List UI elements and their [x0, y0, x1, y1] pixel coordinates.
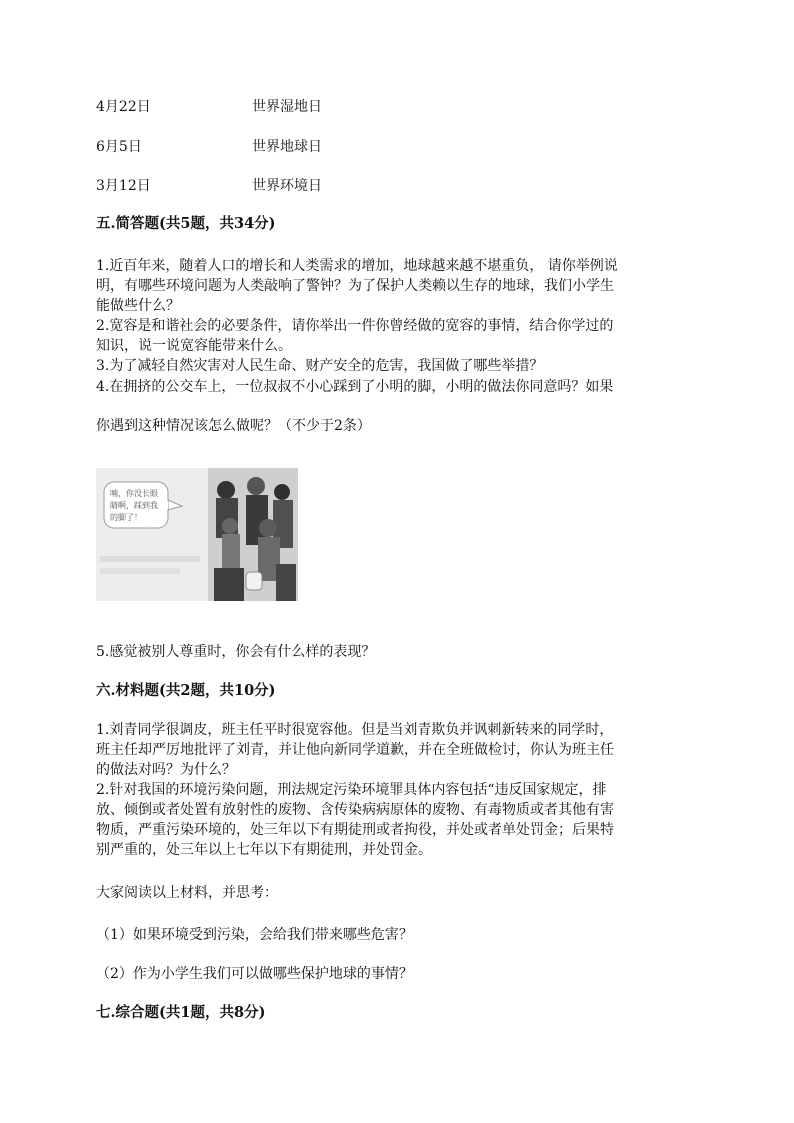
section7-heading: 七.综合题(共1题，共8分) — [96, 1004, 266, 1021]
match-event-3: 世界环境日 — [252, 178, 322, 194]
s6-prompt: 大家阅读以上材料，并思考： — [96, 885, 278, 901]
s6-q2-line1: 2.针对我国的环境污染问题，刑法规定污染环境罪具体内容包括“违反国家规定，排 — [96, 782, 607, 798]
s5-q5: 5.感觉被别人尊重时，你会有什么样的表现？ — [96, 644, 376, 660]
s6-sub2: （2）作为小学生我们可以做哪些保护地球的事情？ — [96, 966, 413, 982]
s5-q1-line3: 能做些什么？ — [96, 298, 180, 314]
s6-q2-line2: 放、倾倒或者处置有放射性的废物、含传染病病原体的废物、有毒物质或者其他有害 — [96, 802, 614, 818]
s6-q1-line1: 1.刘青同学很调皮，班主任平时很宽容他。但是当刘青欺负并讽刺新转来的同学时， — [96, 722, 614, 738]
s6-q1-line2: 班主任却严厉地批评了刘青，并让他向新同学道歉，并在全班做检讨，你认为班主任 — [96, 742, 614, 758]
s5-q4-line2: 你遇到这种情况该怎么做呢？（不少于2条） — [96, 418, 371, 434]
match-date-3: 3月12日 — [96, 178, 151, 194]
s6-q2-line4: 别严重的，处三年以上七年以下有期徒刑，并处罚金。 — [96, 842, 432, 858]
section5-heading: 五.简答题(共5题，共34分) — [96, 215, 276, 232]
s6-q2-line3: 物质，严重污染环境的，处三年以下有期徒刑或者拘役，并处或者单处罚金；后果特 — [96, 822, 614, 838]
bubble-line3: 的脚了！ — [110, 513, 142, 522]
s5-q1-line1: 1.近百年来，随着人口的增长和人类需求的增加，地球越来越不堪重负， 请你举例说 — [96, 258, 618, 274]
s5-q3: 3.为了减轻自然灾害对人民生命、财产安全的危害，我国做了哪些举措？ — [96, 358, 544, 374]
section6-heading: 六.材料题(共2题，共10分) — [96, 682, 276, 699]
s6-q1-line3: 的做法对吗？为什么？ — [96, 762, 236, 778]
s5-q4-line1: 4.在拥挤的公交车上，一位叔叔不小心踩到了小明的脚，小明的做法你同意吗？如果 — [96, 379, 614, 395]
s5-q2-line2: 知识，说一说宽容能带来什么。 — [96, 338, 292, 354]
s5-q1-line2: 明，有哪些环境问题为人类敲响了警钟？为了保护人类赖以生存的地球，我们小学生 — [96, 278, 614, 294]
match-event-2: 世界地球日 — [252, 139, 322, 155]
s5-q2-line1: 2.宽容是和谐社会的必要条件，请你举出一件你曾经做的宽容的事情，结合你学过的 — [96, 318, 614, 334]
match-date-1: 4月22日 — [96, 99, 151, 115]
bubble-line1: 喃，你没长眼 — [110, 489, 158, 498]
match-date-2: 6月5日 — [96, 139, 142, 155]
s6-sub1: （1）如果环境受到污染，会给我们带来哪些危害？ — [96, 927, 413, 943]
bubble-line2: 睛啊，踩到我 — [110, 501, 158, 510]
bus-scene-illustration — [96, 468, 298, 601]
bus-scene-photo — [96, 468, 298, 601]
match-event-1: 世界湿地日 — [252, 99, 322, 115]
